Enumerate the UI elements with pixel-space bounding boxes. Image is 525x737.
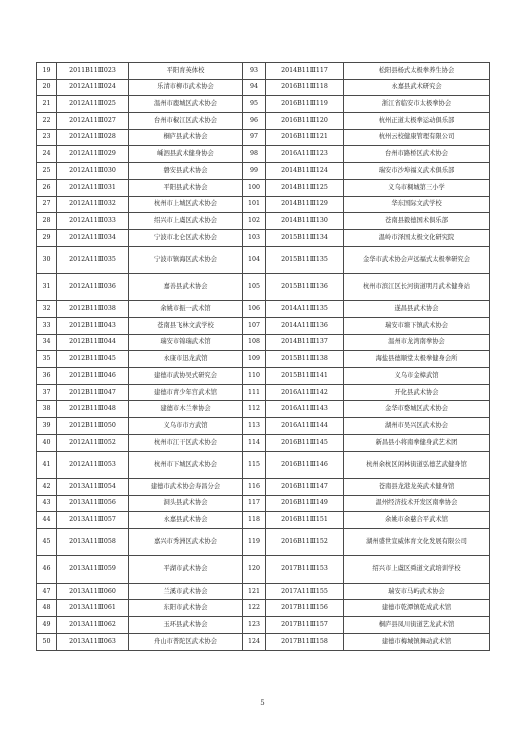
- registration-code-right: 2015B11Ⅲ135: [266, 246, 344, 273]
- row-index-right: 111: [243, 384, 266, 401]
- page-number: 5: [260, 699, 265, 707]
- organization-name-right: 温州经济技术开发区南拳协会: [344, 495, 490, 512]
- registration-code-left: 2012B11Ⅲ050: [57, 418, 129, 435]
- row-index-left: 34: [37, 334, 57, 351]
- organization-name-left: 平阳育英体校: [129, 63, 243, 80]
- row-index-left: 23: [37, 129, 57, 146]
- registration-code-left: 2012A11Ⅲ030: [57, 163, 129, 180]
- organization-name-left: 绍兴市上虞区武术协会: [129, 213, 243, 230]
- registration-code-right: 2016B11Ⅲ149: [266, 495, 344, 512]
- organization-name-right: 杭州正道太极拳运动俱乐部: [344, 113, 490, 130]
- table-row: [37, 334, 490, 351]
- registration-code-right: 2016B11Ⅲ152: [266, 528, 344, 555]
- registration-code-right: 2014B11Ⅲ129: [266, 196, 344, 213]
- registration-code-right: 2014B11Ⅲ130: [266, 213, 344, 230]
- organization-name-right: 温岭市泽国太极文化研究院: [344, 229, 490, 246]
- organization-name-left: 温州市鹿城区武术协会: [129, 96, 243, 113]
- organization-name-left: 永康市迅龙武馆: [129, 351, 243, 368]
- organization-name-left: 永嘉县武术协会: [129, 512, 243, 529]
- table-row: [37, 79, 490, 96]
- organization-name-left: 桐庐县武术协会: [129, 129, 243, 146]
- row-index-right: 113: [243, 418, 266, 435]
- registration-code-left: 2012A11Ⅲ029: [57, 146, 129, 163]
- row-index-right: 100: [243, 179, 266, 196]
- row-index-left: 31: [37, 273, 57, 300]
- row-index-right: 124: [243, 633, 266, 650]
- row-index-right: 116: [243, 478, 266, 495]
- organization-name-right: 建德市梅城镇舞动武术馆: [344, 633, 490, 650]
- organization-name-left: 嘉善县武术协会: [129, 273, 243, 300]
- organization-name-right: 瑞安市沙埠福义武术俱乐部: [344, 163, 490, 180]
- registration-code-right: 2014A11Ⅲ136: [266, 318, 344, 335]
- registration-code-left: 2013A11Ⅲ058: [57, 528, 129, 555]
- registration-code-right: 2017B11Ⅲ157: [266, 617, 344, 634]
- registration-code-right: 2014B11Ⅲ117: [266, 63, 344, 80]
- organization-name-left: 乐清市柳市武术协会: [129, 79, 243, 96]
- row-index-right: 108: [243, 334, 266, 351]
- row-index-left: 29: [37, 229, 57, 246]
- organization-name-right: 瑞安市马屿武术协会: [344, 583, 490, 600]
- organization-name-right: 松阳县杨式太极拳养生协会: [344, 63, 490, 80]
- registration-code-left: 2012A11Ⅲ034: [57, 229, 129, 246]
- row-index-right: 115: [243, 451, 266, 478]
- registration-code-left: 2012A11Ⅲ028: [57, 129, 129, 146]
- organization-name-right: 海盐县德顺堂太极拳健身会所: [344, 351, 490, 368]
- row-index-left: 42: [37, 478, 57, 495]
- organization-name-right: 瑞安市塘下镇武术协会: [344, 318, 490, 335]
- registration-code-left: 2013A11Ⅲ061: [57, 600, 129, 617]
- organization-name-right: 余姚市余慈合平武术馆: [344, 512, 490, 529]
- organization-name-left: 东阳市武术协会: [129, 600, 243, 617]
- organization-name-left: 杭州市江干区武术协会: [129, 434, 243, 451]
- table-row: [37, 512, 490, 529]
- row-index-right: 118: [243, 512, 266, 529]
- row-index-right: 109: [243, 351, 266, 368]
- row-index-right: 110: [243, 368, 266, 385]
- table-row: [37, 384, 490, 401]
- registration-code-left: 2012B11Ⅲ044: [57, 334, 129, 351]
- organization-name-right: 杭州余杭区闲林街道弘德艺武健身馆: [344, 451, 490, 478]
- organization-name-right: 遂昌县武术协会: [344, 301, 490, 318]
- registration-code-right: 2016B11Ⅲ145: [266, 434, 344, 451]
- row-index-right: 107: [243, 318, 266, 335]
- table-row: [37, 617, 490, 634]
- row-index-left: 19: [37, 63, 57, 80]
- table-row: [37, 556, 490, 583]
- organization-name-right: 金华市婺城区武术协会: [344, 401, 490, 418]
- registration-code-left: 2012A11Ⅲ024: [57, 79, 129, 96]
- registration-code-left: 2013A11Ⅲ063: [57, 633, 129, 650]
- registration-code-left: 2012B11Ⅲ047: [57, 384, 129, 401]
- registration-code-left: 2012A11Ⅲ025: [57, 96, 129, 113]
- table-row: [37, 600, 490, 617]
- registration-code-left: 2012A11Ⅲ035: [57, 246, 129, 273]
- row-index-left: 37: [37, 384, 57, 401]
- organization-name-left: 杭州市上城区武术协会: [129, 196, 243, 213]
- row-index-left: 36: [37, 368, 57, 385]
- table-row: [37, 129, 490, 146]
- table-row: [37, 351, 490, 368]
- registration-code-right: 2016B11Ⅲ121: [266, 129, 344, 146]
- organization-name-left: 洞头县武术协会: [129, 495, 243, 512]
- table-row: [37, 163, 490, 180]
- table-row: [37, 418, 490, 435]
- registration-code-right: 2016A11Ⅲ143: [266, 401, 344, 418]
- registration-code-right: 2015B11Ⅲ136: [266, 273, 344, 300]
- table-row: [37, 451, 490, 478]
- registration-code-right: 2017B11Ⅲ156: [266, 600, 344, 617]
- registration-code-left: 2012B11Ⅲ048: [57, 401, 129, 418]
- organization-name-left: 建德市武术协会寿昌分会: [129, 478, 243, 495]
- registration-code-left: 2012A11Ⅲ033: [57, 213, 129, 230]
- row-index-left: 50: [37, 633, 57, 650]
- row-index-left: 48: [37, 600, 57, 617]
- organization-name-right: 永嘉县武术研究会: [344, 79, 490, 96]
- row-index-left: 38: [37, 401, 57, 418]
- registration-code-right: 2016B11Ⅲ147: [266, 478, 344, 495]
- registration-code-right: 2015B11Ⅲ141: [266, 368, 344, 385]
- table-row: [37, 179, 490, 196]
- organization-name-right: 开化县武术协会: [344, 384, 490, 401]
- registration-code-right: 2016B11Ⅲ151: [266, 512, 344, 529]
- table-row: [37, 434, 490, 451]
- registration-code-left: 2012B11Ⅲ045: [57, 351, 129, 368]
- row-index-right: 114: [243, 434, 266, 451]
- registration-code-right: 2014B11Ⅲ137: [266, 334, 344, 351]
- organization-name-left: 余姚市振一武术馆: [129, 301, 243, 318]
- organization-name-right: 华东国际文武学校: [344, 196, 490, 213]
- registration-code-left: 2013A11Ⅲ056: [57, 495, 129, 512]
- organization-name-right: 杭州云校健康管理有限公司: [344, 129, 490, 146]
- registration-code-right: 2016A11Ⅲ123: [266, 146, 344, 163]
- table-row: [37, 113, 490, 130]
- organization-name-right: 温州市龙湾南拳协会: [344, 334, 490, 351]
- organization-name-right: 新昌县小将南拳健身武艺术团: [344, 434, 490, 451]
- row-index-right: 95: [243, 96, 266, 113]
- row-index-right: 96: [243, 113, 266, 130]
- row-index-left: 49: [37, 617, 57, 634]
- registration-code-left: 2011B11Ⅲ023: [57, 63, 129, 80]
- row-index-right: 106: [243, 301, 266, 318]
- organization-name-right: 杭州市滨江区长河街道明月武术健身站: [344, 273, 490, 300]
- row-index-right: 102: [243, 213, 266, 230]
- registration-code-left: 2013A11Ⅲ062: [57, 617, 129, 634]
- table-row: [37, 528, 490, 555]
- table-row: [37, 368, 490, 385]
- registration-code-right: 2014B11Ⅲ124: [266, 163, 344, 180]
- table-row: [37, 495, 490, 512]
- table-row: [37, 583, 490, 600]
- organization-name-right: 义乌市稠城第三小学: [344, 179, 490, 196]
- organization-name-right: 苍南县龙港龙英武术健身馆: [344, 478, 490, 495]
- registration-code-right: 2016B11Ⅲ120: [266, 113, 344, 130]
- row-index-left: 43: [37, 495, 57, 512]
- registration-code-left: 2012B11Ⅲ046: [57, 368, 129, 385]
- row-index-right: 94: [243, 79, 266, 96]
- row-index-left: 28: [37, 213, 57, 230]
- organization-name-left: 嵊泗县武术健身协会: [129, 146, 243, 163]
- organization-name-right: 湖州市吴兴区武术协会: [344, 418, 490, 435]
- organization-name-right: 台州市路桥区武术协会: [344, 146, 490, 163]
- registration-code-left: 2012B11Ⅲ043: [57, 318, 129, 335]
- registry-table: [36, 62, 490, 651]
- row-index-right: 98: [243, 146, 266, 163]
- registration-code-right: 2014A11Ⅲ135: [266, 301, 344, 318]
- organization-name-right: 湖州盛世宣威体育文化发展有限公司: [344, 528, 490, 555]
- registration-code-left: 2012A11Ⅲ052: [57, 434, 129, 451]
- row-index-left: 45: [37, 528, 57, 555]
- registration-code-left: 2012A11Ⅲ027: [57, 113, 129, 130]
- registration-code-left: 2012A11Ⅲ053: [57, 451, 129, 478]
- organization-name-left: 苍南县飞林文武学校: [129, 318, 243, 335]
- registry-table-body: [37, 63, 490, 651]
- row-index-left: 30: [37, 246, 57, 273]
- row-index-left: 47: [37, 583, 57, 600]
- row-index-right: 99: [243, 163, 266, 180]
- organization-name-left: 舟山市普陀区武术协会: [129, 633, 243, 650]
- row-index-right: 120: [243, 556, 266, 583]
- organization-name-left: 玉环县武术协会: [129, 617, 243, 634]
- row-index-left: 24: [37, 146, 57, 163]
- organization-name-right: 建德市乾潭镇乾成武术馆: [344, 600, 490, 617]
- table-row: [37, 196, 490, 213]
- registration-code-left: 2013A11Ⅲ057: [57, 512, 129, 529]
- organization-name-right: 浙江省临安市太极拳协会: [344, 96, 490, 113]
- registration-code-right: 2017B11Ⅲ158: [266, 633, 344, 650]
- registration-code-right: 2016A11Ⅲ142: [266, 384, 344, 401]
- row-index-left: 27: [37, 196, 57, 213]
- table-row: [37, 273, 490, 300]
- table-row: [37, 401, 490, 418]
- organization-name-left: 建德市青少年宫武术馆: [129, 384, 243, 401]
- registration-code-left: 2012A11Ⅲ031: [57, 179, 129, 196]
- row-index-right: 104: [243, 246, 266, 273]
- row-index-right: 121: [243, 583, 266, 600]
- organization-name-left: 嘉兴市秀洲区武术协会: [129, 528, 243, 555]
- organization-name-left: 平阳县武术协会: [129, 179, 243, 196]
- organization-name-left: 磐安县武术协会: [129, 163, 243, 180]
- table-row: [37, 633, 490, 650]
- organization-name-left: 建德市武协吴式研究会: [129, 368, 243, 385]
- registration-code-right: 2017B11Ⅲ153: [266, 556, 344, 583]
- row-index-right: 105: [243, 273, 266, 300]
- registration-code-right: 2016B11Ⅲ146: [266, 451, 344, 478]
- row-index-right: 122: [243, 600, 266, 617]
- organization-name-left: 宁波市北仑区武术协会: [129, 229, 243, 246]
- registration-code-right: 2016B11Ⅲ118: [266, 79, 344, 96]
- organization-name-left: 宁波市镇海区武术协会: [129, 246, 243, 273]
- registration-code-right: 2014B11Ⅲ125: [266, 179, 344, 196]
- registration-code-right: 2015B11Ⅲ134: [266, 229, 344, 246]
- row-index-right: 119: [243, 528, 266, 555]
- registration-code-left: 2013A11Ⅲ054: [57, 478, 129, 495]
- table-row: [37, 63, 490, 80]
- row-index-right: 117: [243, 495, 266, 512]
- organization-name-right: 金华市武术协会声远福式太极拳研究会: [344, 246, 490, 273]
- registration-code-left: 2013A11Ⅲ060: [57, 583, 129, 600]
- organization-name-right: 绍兴市上虞区舜道文武培训学校: [344, 556, 490, 583]
- row-index-left: 21: [37, 96, 57, 113]
- organization-name-left: 兰溪市武术协会: [129, 583, 243, 600]
- organization-name-left: 建德市木兰拳协会: [129, 401, 243, 418]
- table-row: [37, 301, 490, 318]
- row-index-right: 93: [243, 63, 266, 80]
- table-row: [37, 146, 490, 163]
- registration-code-left: 2012B11Ⅲ038: [57, 301, 129, 318]
- row-index-right: 112: [243, 401, 266, 418]
- registration-code-left: 2013A11Ⅲ059: [57, 556, 129, 583]
- organization-name-left: 台州市椒江区武术协会: [129, 113, 243, 130]
- row-index-left: 33: [37, 318, 57, 335]
- row-index-left: 44: [37, 512, 57, 529]
- row-index-left: 20: [37, 79, 57, 96]
- table-row: [37, 213, 490, 230]
- organization-name-right: 义乌市金樟武馆: [344, 368, 490, 385]
- row-index-right: 103: [243, 229, 266, 246]
- registration-code-left: 2012A11Ⅲ032: [57, 196, 129, 213]
- row-index-right: 101: [243, 196, 266, 213]
- table-row: [37, 246, 490, 273]
- row-index-left: 26: [37, 179, 57, 196]
- row-index-left: 46: [37, 556, 57, 583]
- row-index-left: 25: [37, 163, 57, 180]
- organization-name-right: 苍南县毅德国术俱乐部: [344, 213, 490, 230]
- registration-code-left: 2012A11Ⅲ036: [57, 273, 129, 300]
- table-row: [37, 478, 490, 495]
- registration-code-right: 2016B11Ⅲ119: [266, 96, 344, 113]
- registration-code-right: 2016A11Ⅲ144: [266, 418, 344, 435]
- row-index-right: 123: [243, 617, 266, 634]
- organization-name-left: 义乌市市方武馆: [129, 418, 243, 435]
- row-index-left: 40: [37, 434, 57, 451]
- registration-code-right: 2017A11Ⅲ155: [266, 583, 344, 600]
- row-index-right: 97: [243, 129, 266, 146]
- organization-name-left: 杭州市下城区武术协会: [129, 451, 243, 478]
- registration-code-right: 2015B11Ⅲ138: [266, 351, 344, 368]
- organization-name-right: 桐庐县凤川街道艺龙武术馆: [344, 617, 490, 634]
- row-index-left: 22: [37, 113, 57, 130]
- organization-name-left: 瑞安市锦瑞武术馆: [129, 334, 243, 351]
- row-index-left: 35: [37, 351, 57, 368]
- table-row: [37, 318, 490, 335]
- organization-name-left: 平湖市武术协会: [129, 556, 243, 583]
- row-index-left: 39: [37, 418, 57, 435]
- table-row: [37, 96, 490, 113]
- row-index-left: 41: [37, 451, 57, 478]
- table-row: [37, 229, 490, 246]
- row-index-left: 32: [37, 301, 57, 318]
